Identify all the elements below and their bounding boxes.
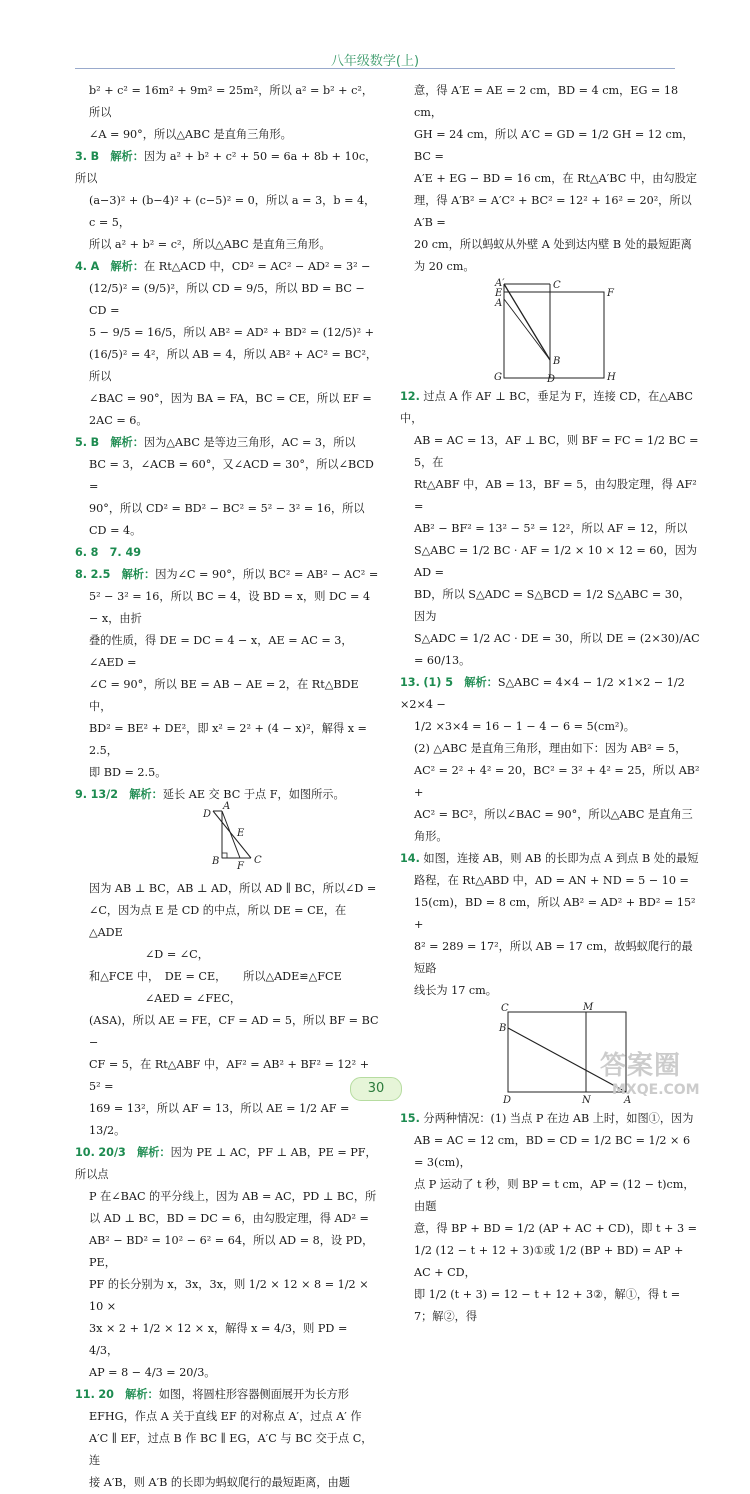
line-text: 以 AD ⊥ BC，BD = DC = 6，由勾股定理，得 AD² = <box>89 1212 369 1225</box>
fig14-label-a: A <box>624 1095 632 1106</box>
text-line <box>75 900 380 944</box>
fig11-label-b: B <box>553 356 561 367</box>
text-line <box>400 738 700 760</box>
line-text: P 在∠BAC 的平分线上，因为 AB = AC，PD ⊥ BC，所 <box>89 1190 377 1203</box>
line-text: BD² = BE² + DE²，即 x² = 2² + (4 − x)²，解得 x = 2.5， <box>89 722 367 757</box>
fig11-label-d: D <box>547 374 556 385</box>
text-line <box>400 628 700 672</box>
text-line <box>75 1230 380 1274</box>
line-text: 在 Rt△ACD 中，CD² = AC² − AD² = 3² − <box>144 260 371 273</box>
question-number: 13. <box>400 676 420 689</box>
fig11-label-h: H <box>607 372 616 383</box>
line-text: S△ADC = 1/2 AC · DE = 30，所以 DE = (2×30)/AC = 60/13。 <box>414 632 700 667</box>
text-line <box>75 1098 380 1142</box>
question-number: 11. <box>75 1388 95 1401</box>
line-text: 如图，将圆柱形容器侧面展开为长方形 <box>158 1388 349 1401</box>
line-text: BC = 3，∠ACB = 60°，又∠ACD = 30°，所以∠BCD = <box>89 458 374 493</box>
question-number: 9. <box>75 788 88 801</box>
text-line <box>400 386 700 430</box>
text-line <box>75 1384 380 1406</box>
text-line <box>400 1284 700 1328</box>
text-line <box>75 1472 380 1494</box>
text-line <box>75 762 380 784</box>
line-text: A′C ∥ EF，过点 B 作 BC ∥ EG，A′C 与 BC 交于点 C，连 <box>89 1432 373 1467</box>
line-text: 和△FCE 中， DE = CE， 所以△ADE≌△FCE <box>89 970 342 983</box>
line-text: 接 A′B，则 A′B 的长即为蚂蚁爬行的最短距离，由题 <box>89 1476 350 1489</box>
line-text: (12/5)² = (9/5)²，所以 CD = 9/5，所以 BD = BC − CD = <box>89 282 365 317</box>
line-text: 5² − 3² = 16，所以 BC = 4，设 BD = x，则 DC = 4 − x，由折 <box>89 590 371 625</box>
line-text: ∠A = 90°，所以△ABC 是直角三角形。 <box>89 128 292 141</box>
answer-label: 13/2 解析： <box>90 788 163 801</box>
fig9-label-b: B <box>212 856 220 867</box>
text-line <box>75 966 380 988</box>
text-line <box>75 1406 380 1428</box>
text-line <box>75 564 380 586</box>
fig9-label-d: D <box>203 809 212 820</box>
text-line <box>400 1130 700 1174</box>
text-line <box>400 234 700 256</box>
text-line <box>400 826 700 848</box>
left-block-2 <box>75 878 380 1494</box>
text-line <box>75 190 380 234</box>
line-text: 因为∠C = 90°，所以 BC² = AB² − AC² = <box>155 568 379 581</box>
line-text: ∠D = ∠C， <box>89 948 209 961</box>
fig9-label-c: C <box>254 855 262 866</box>
answer-label: B 解析： <box>90 150 144 163</box>
line-text: S△ABC = 1/2 BC · AF = 1/2 × 10 × 12 = 60，因为 AD = <box>414 544 698 579</box>
text-line <box>400 804 700 826</box>
text-line <box>400 168 700 190</box>
fig11-label-f: F <box>607 288 614 299</box>
text-line <box>400 870 700 892</box>
line-text: 169 = 13²，所以 AF = 13，所以 AE = 1/2 AF = 13/2。 <box>89 1102 350 1137</box>
text-line <box>75 80 380 124</box>
line-text: EFHG，作点 A 关于直线 EF 的对称点 A′，过点 A′ 作 <box>89 1410 362 1423</box>
text-line <box>400 980 700 1002</box>
line-text: (a−3)² + (b−4)² + (c−5)² = 0，所以 a = 3，b = 4，c = 5， <box>89 194 376 229</box>
text-line <box>75 1274 380 1318</box>
text-line <box>75 674 380 718</box>
left-column <box>75 80 380 1494</box>
question-number: 6. <box>75 546 88 559</box>
line-text: 90°，所以 CD² = BD² − BC² = 5² − 3² = 16，所以 CD = 4。 <box>89 502 365 537</box>
line-text: 路程，在 Rt△ABD 中，AD = AN + ND = 5 − 10 = <box>414 874 689 887</box>
text-line <box>75 388 380 410</box>
fig11-label-a: A <box>495 298 503 309</box>
question-number: 15. <box>400 1112 420 1125</box>
text-line <box>75 432 380 454</box>
text-line <box>75 234 380 256</box>
text-line <box>400 1240 700 1284</box>
text-line <box>75 944 380 966</box>
line-text: 叠的性质，得 DE = DC = 4 − x，AE = AC = 3，∠AED = <box>89 634 353 669</box>
line-text: 角形。 <box>414 830 448 843</box>
line-text: 理，得 A′B² = A′C² + BC² = 12² + 16² = 20²，所以 A′B = <box>414 194 692 229</box>
text-line <box>75 278 380 322</box>
line-text: (16/5)² = 4²，所以 AB = 4，所以 AB² + AC² = BC²，所以 <box>89 348 378 383</box>
fig11-label-a-prime: A′ <box>495 278 505 289</box>
text-line <box>75 1142 380 1186</box>
text-line <box>75 454 380 498</box>
line-text: 5 − 9/5 = 16/5，所以 AB² = AD² + BD² = (12/5)² + <box>89 326 375 339</box>
text-line <box>75 1318 380 1362</box>
line-text: 即 1/2 (t + 3) = 12 − t + 12 + 3②，解①，得 t = 7；解②，得 <box>414 1288 681 1323</box>
header-rule <box>75 68 675 69</box>
text-line <box>75 1208 380 1230</box>
right-block-2 <box>400 386 700 1002</box>
line-text: ∠C = 90°，所以 BE = AB − AE = 2，在 Rt△BDE 中， <box>89 678 359 713</box>
text-line <box>75 988 380 1010</box>
line-text: 线长为 17 cm。 <box>414 984 497 997</box>
fig11-label-c: C <box>553 280 561 291</box>
line-text: AB = AC = 12 cm，BD = CD = 1/2 BC = 1/2 × 6 = 3(cm)， <box>414 1134 691 1169</box>
line-text: ∠BAC = 90°，因为 BA = FA，BC = CE，所以 EF = <box>89 392 372 405</box>
line-text: 如图，连接 AB，则 AB 的长即为点 A 到点 B 处的最短 <box>423 852 699 865</box>
text-line <box>400 540 700 584</box>
line-text: 延长 AE 交 BC 于点 F，如图所示。 <box>162 788 345 801</box>
answer-label: 20 解析： <box>98 1388 159 1401</box>
text-line <box>75 124 380 146</box>
figure-q11 <box>400 278 700 385</box>
answer-label: 20/3 解析： <box>98 1146 171 1159</box>
fig14-label-m: M <box>583 1002 594 1013</box>
line-text: BD，所以 S△ADC = S△BCD = 1/2 S△ABC = 30，因为 <box>414 588 691 623</box>
answer-label: B 解析： <box>90 436 144 449</box>
line-text: 即 BD = 2.5。 <box>89 766 167 779</box>
text-line <box>400 1218 700 1240</box>
text-line <box>75 1054 380 1098</box>
line-text: 过点 A 作 AF ⊥ BC，垂足为 F，连接 CD，在△ABC 中， <box>400 390 693 425</box>
text-line <box>400 848 700 870</box>
line-text: (2) △ABC 是直角三角形，理由如下：因为 AB² = 5， <box>414 742 687 755</box>
text-line <box>400 1108 700 1130</box>
line-text: AP = 8 − 4/3 = 20/3。 <box>89 1366 216 1379</box>
line-text: 20 cm，所以蚂蚁从外壁 A 处到达内壁 B 处的最短距离 <box>414 238 692 251</box>
text-line <box>400 80 700 124</box>
text-line <box>75 878 380 900</box>
fig11-label-g: G <box>494 372 502 383</box>
question-number: 14. <box>400 852 420 865</box>
line-text: 因为 PE ⊥ AC，PF ⊥ AB，PE = PF，所以点 <box>75 1146 377 1181</box>
text-line <box>400 892 700 936</box>
text-line <box>400 190 700 234</box>
text-line <box>400 430 700 474</box>
fig9-label-e: E <box>237 828 245 839</box>
text-line <box>75 498 380 542</box>
text-line <box>400 124 700 168</box>
text-line <box>75 322 380 344</box>
line-text: 所以 a² + b² = c²，所以△ABC 是直角三角形。 <box>89 238 331 251</box>
fig9-label-a: A <box>223 801 231 812</box>
watermark-url: MXQE.COM <box>612 1082 700 1098</box>
question-number: 8. <box>75 568 88 581</box>
text-line <box>75 1186 380 1208</box>
line-text: PF 的长分别为 x，3x，3x，则 1/2 × 12 × 8 = 1/2 × 10 × <box>89 1278 369 1313</box>
line-text: 为 20 cm。 <box>414 260 475 273</box>
fig14-label-d: D <box>503 1095 512 1106</box>
line-text: 2AC = 6。 <box>89 414 148 427</box>
left-block-1 <box>75 80 380 806</box>
text-line <box>400 936 700 980</box>
line-text: b² + c² = 16m² + 9m² = 25m²，所以 a² = b² + c²，所以 <box>89 84 374 119</box>
question-number: 12. <box>400 390 420 403</box>
answer-label: (1) 5 解析： <box>423 676 498 689</box>
text-line <box>400 518 700 540</box>
line-text: CF = 5，在 Rt△ABF 中，AF² = AB² + BF² = 12² + 5² = <box>89 1058 370 1093</box>
answer-label: 2.5 解析： <box>90 568 156 581</box>
line-text: AC² = 2² + 4² = 20，BC² = 3² + 4² = 25，所以 AB² + <box>414 764 700 799</box>
fig11-label-e: E <box>495 288 503 299</box>
line-text: 1/2 ×3×4 = 16 − 1 − 4 − 6 = 5(cm²)。 <box>414 720 635 733</box>
text-line <box>400 584 700 628</box>
page-header: 八年级数学(上) <box>330 54 420 69</box>
text-line <box>75 1362 380 1384</box>
line-text: ∠AED = ∠FEC， <box>89 992 242 1005</box>
line-text: 分两种情况：(1) 当点 P 在边 AB 上时，如图①，因为 <box>423 1112 694 1125</box>
line-text: AB² − BF² = 13² − 5² = 12²，所以 AF = 12，所以 <box>414 522 688 535</box>
line-text: 因为 a² + b² + c² + 50 = 6a + 8b + 10c，所以 <box>75 150 377 185</box>
line-text: 意，得 A′E = AE = 2 cm，BD = 4 cm，EG = 18 cm， <box>414 84 679 119</box>
text-line <box>75 630 380 674</box>
question-number: 4. <box>75 260 88 273</box>
line-text: S△ABC = 4×4 − 1/2 ×1×2 − 1/2 ×2×4 − <box>400 676 685 711</box>
fig14-label-b: B <box>499 1023 507 1034</box>
line-text: 15(cm)，BD = 8 cm，所以 AB² = AD² + BD² = 15² + <box>414 896 696 931</box>
line-text: AC² = BC²，所以∠BAC = 90°，所以△ABC 是直角三 <box>414 808 693 821</box>
page-number: 30 <box>350 1077 402 1101</box>
text-line <box>75 586 380 630</box>
right-column <box>400 80 700 1328</box>
text-line <box>400 474 700 518</box>
text-line <box>400 672 700 716</box>
fig14-label-n: N <box>582 1095 591 1106</box>
line-text: 1/2 (12 − t + 12 + 3)①或 1/2 (BP + BD) = AP + AC + CD， <box>414 1244 684 1279</box>
line-text: 因为 AB ⊥ BC，AB ⊥ AD，所以 AD ∥ BC，所以∠D = <box>89 882 377 895</box>
watermark-logo: 答案圈 <box>600 1051 682 1081</box>
question-number: 10. <box>75 1146 95 1159</box>
line-text: 意，得 BP + BD = 1/2 (AP + AC + CD)，即 t + 3 = <box>414 1222 698 1235</box>
text-line <box>75 410 380 432</box>
line-text: A′E + EG − BD = 16 cm，在 Rt△A′BC 中，由勾股定 <box>414 172 697 185</box>
right-block-1 <box>400 80 700 278</box>
question-number: 3. <box>75 150 88 163</box>
line-text: GH = 24 cm，所以 A′C = GD = 1/2 GH = 12 cm，BC = <box>414 128 694 163</box>
line-text: 点 P 运动了 t 秒，则 BP = t cm，AP = (12 − t)cm，由题 <box>414 1178 695 1213</box>
answer-label: 8 7. 49 <box>90 546 142 559</box>
question-number: 5. <box>75 436 88 449</box>
line-text: 3x × 2 + 1/2 × 12 × x，解得 x = 4/3，则 PD = 4/3， <box>89 1322 348 1357</box>
line-text: 8² = 289 = 17²，所以 AB = 17 cm，故蚂蚁爬行的最短路 <box>414 940 693 975</box>
line-text: 因为△ABC 是等边三角形，AC = 3，所以 <box>143 436 356 449</box>
figure-q9 <box>75 801 375 874</box>
text-line <box>75 146 380 190</box>
fig14-label-c: C <box>501 1003 509 1014</box>
text-line <box>400 760 700 804</box>
line-text: AB² − BD² = 10² − 6² = 64，所以 AD = 8，设 PD，PE， <box>89 1234 374 1269</box>
right-block-3 <box>400 1108 700 1328</box>
fig9-label-f: F <box>237 861 244 872</box>
text-line <box>400 256 700 278</box>
answer-label: A 解析： <box>90 260 145 273</box>
text-line <box>75 718 380 762</box>
line-text: (ASA)，所以 AE = FE，CF = AD = 5，所以 BF = BC − <box>89 1014 379 1049</box>
text-line <box>400 1174 700 1218</box>
line-text: ∠C，因为点 E 是 CD 的中点，所以 DE = CE，在△ADE <box>89 904 347 939</box>
text-line <box>400 716 700 738</box>
text-line <box>75 256 380 278</box>
line-text: AB = AC = 13，AF ⊥ BC，则 BF = FC = 1/2 BC = 5，在 <box>414 434 699 469</box>
text-line <box>75 1010 380 1054</box>
text-line <box>75 542 380 564</box>
text-line <box>75 344 380 388</box>
text-line <box>75 1428 380 1472</box>
line-text: Rt△ABF 中，AB = 13，BF = 5，由勾股定理，得 AF² = <box>414 478 697 513</box>
